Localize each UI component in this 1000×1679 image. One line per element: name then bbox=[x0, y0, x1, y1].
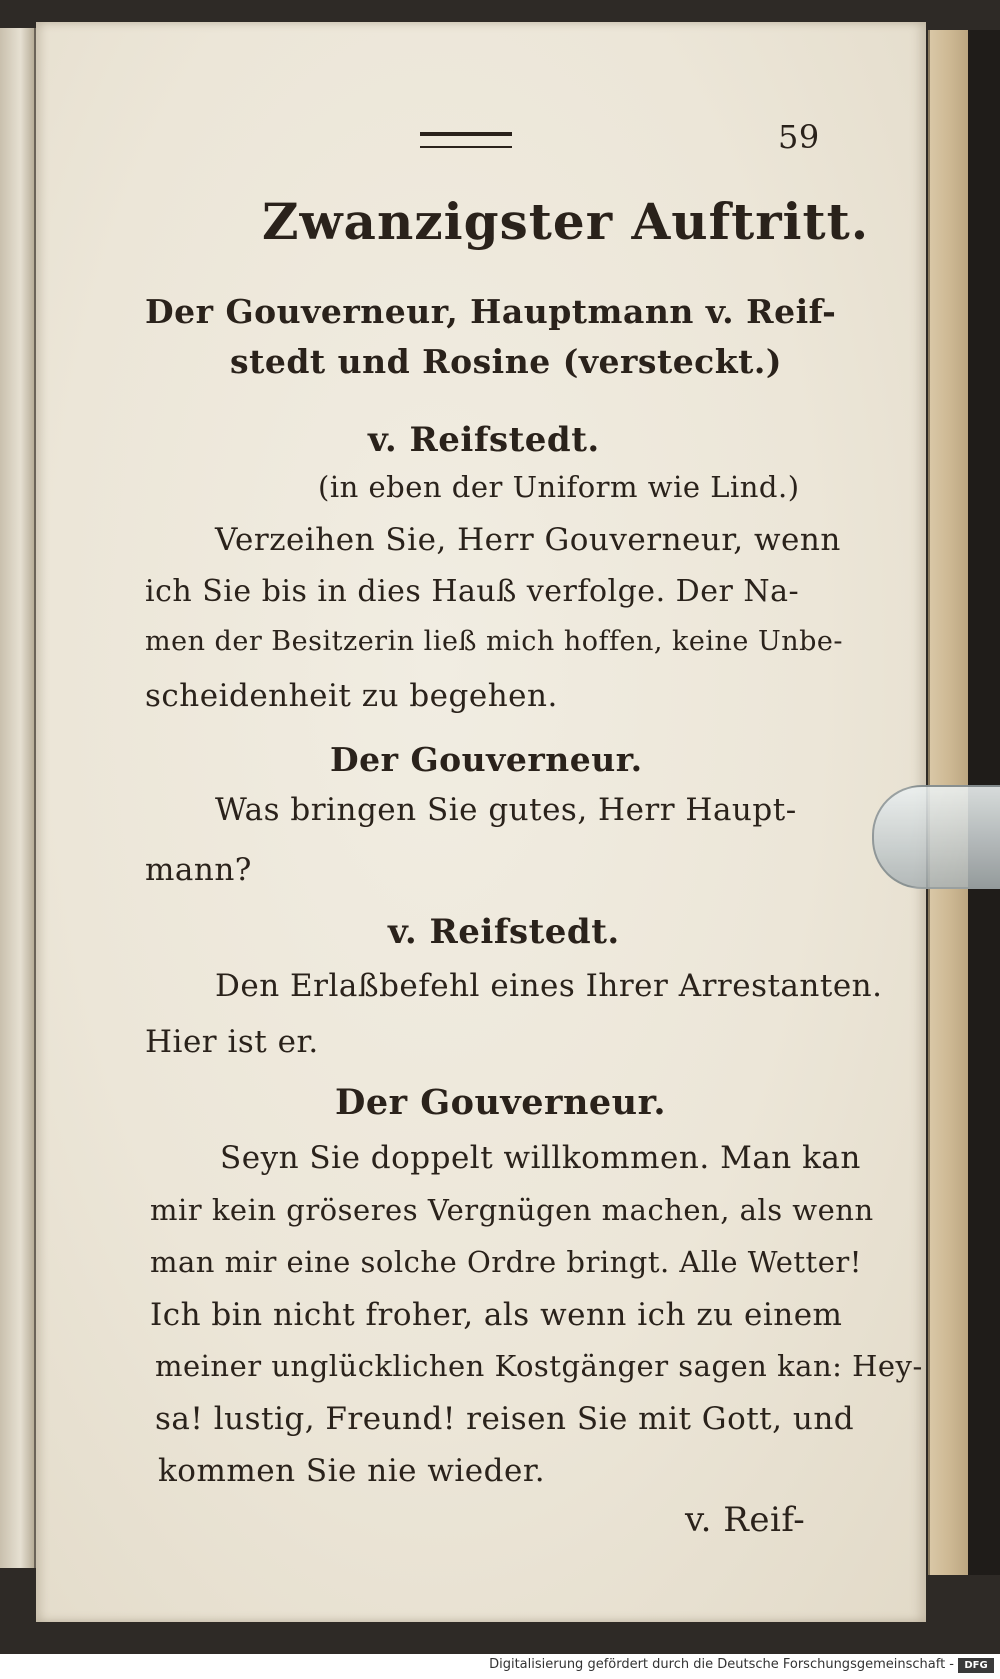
text-line: Was bringen Sie gutes, Herr Haupt- bbox=[215, 792, 797, 828]
text-line: scheidenheit zu begehen. bbox=[145, 678, 558, 714]
text-line: Den Erlaßbefehl eines Ihrer Arrestanten. bbox=[215, 968, 883, 1004]
text-line: Seyn Sie doppelt willkommen. Man kan bbox=[220, 1140, 861, 1176]
ornament-rule bbox=[420, 132, 512, 148]
speaker-name: Der Gouverneur. bbox=[335, 1082, 667, 1123]
footer-bar bbox=[0, 1654, 1000, 1679]
text-line: men der Besitzerin ließ mich hoffen, keine Unbe- bbox=[145, 626, 843, 657]
text-line: sa! lustig, Freund! reisen Sie mit Gott, und bbox=[155, 1401, 855, 1437]
cast-line: Der Gouverneur, Hauptmann v. Reif- bbox=[145, 292, 837, 331]
dfg-logo: DFG bbox=[958, 1658, 994, 1673]
text-line: mir kein gröseres Vergnügen machen, als wenn bbox=[150, 1193, 874, 1227]
catchword: v. Reif- bbox=[685, 1500, 806, 1540]
speaker-name: Der Gouverneur. bbox=[330, 740, 643, 779]
text-line: Ich bin nicht froher, als wenn ich zu einem bbox=[150, 1297, 843, 1333]
text-line: ich Sie bis in dies Hauß verfolge. Der Na- bbox=[145, 574, 800, 609]
speaker-name: v. Reifstedt. bbox=[368, 420, 600, 460]
text-line: Verzeihen Sie, Herr Gouverneur, wenn bbox=[215, 522, 841, 558]
scene-title: Zwanzigster Auftritt. bbox=[262, 192, 870, 251]
page-clip bbox=[872, 785, 1000, 889]
footer-credit: Digitalisierung gefördert durch die Deutsche Forschungsgemeinschaft - bbox=[489, 1657, 954, 1672]
text-line: kommen Sie nie wieder. bbox=[158, 1453, 546, 1489]
text-line: man mir eine solche Ordre bringt. Alle Wetter! bbox=[150, 1245, 862, 1279]
stage-direction: (in eben der Uniform wie Lind.) bbox=[318, 470, 800, 504]
speaker-name: v. Reifstedt. bbox=[388, 912, 620, 952]
text-line: meiner unglücklichen Kostgänger sagen kan: Hey- bbox=[155, 1349, 923, 1383]
cast-line: stedt und Rosine (versteckt.) bbox=[230, 342, 782, 381]
page-number: 59 bbox=[778, 118, 820, 156]
text-line: Hier ist er. bbox=[145, 1024, 319, 1060]
text-line: mann? bbox=[145, 852, 252, 888]
